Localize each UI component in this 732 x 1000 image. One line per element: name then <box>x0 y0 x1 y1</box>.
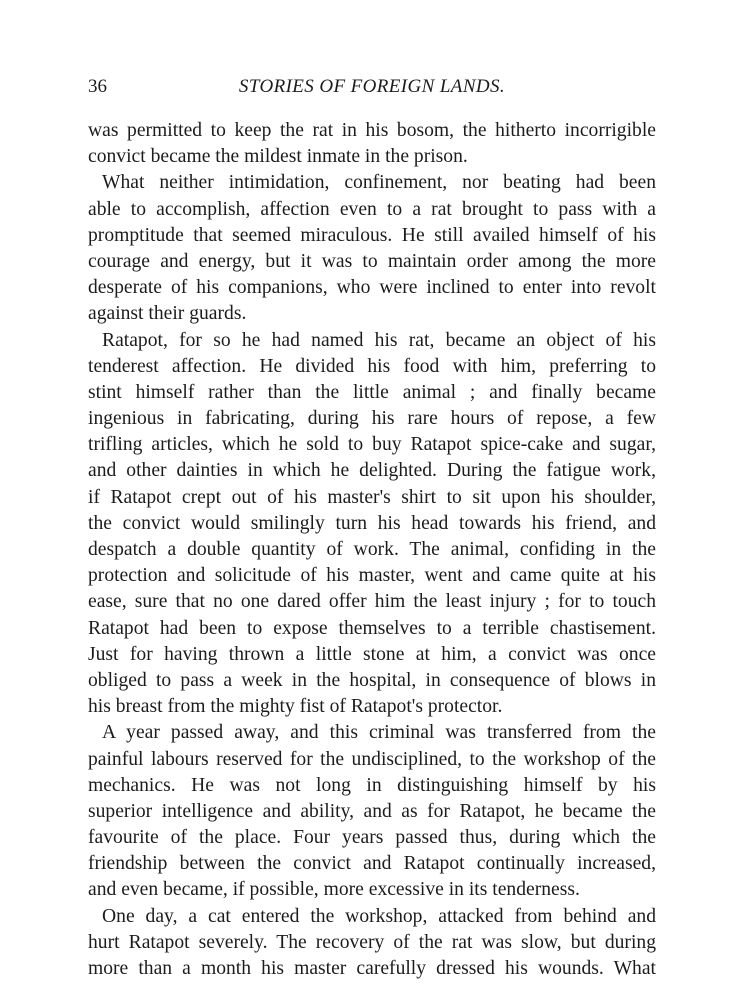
paragraph <box>88 170 656 327</box>
text-line: desperate of his companions, who were inclined to enter into revolt <box>88 277 656 299</box>
text-line: and even became, if possible, more excessive in its tenderness. <box>88 879 580 901</box>
text-line: tenderest affection. He divided his food with him, preferring to <box>88 355 656 377</box>
text-line: mechanics. He was not long in distinguishing himself by his <box>88 774 656 796</box>
text-line: and other dainties in which he delighted. During the fatigue work, <box>88 460 656 482</box>
text-line: protection and solicitude of his master, went and came quite at his <box>88 565 656 587</box>
page-header <box>88 76 656 102</box>
text-line: superior intelligence and ability, and as for Ratapot, he became the <box>88 800 656 822</box>
text-line: able to accomplish, affection even to a rat brought to pass with a <box>88 198 656 220</box>
text-line: stint himself rather than the little animal ; and finally became <box>88 381 656 403</box>
text-line: obliged to pass a week in the hospital, in consequence of blows in <box>88 669 656 691</box>
text-line: Ratapot, for so he had named his rat, became an object of his <box>102 329 656 351</box>
text-line: convict became the mildest inmate in the prison. <box>88 146 468 168</box>
text-line: Just for having thrown a little stone at him, a convict was once <box>88 643 656 665</box>
running-title: STORIES OF FOREIGN LANDS. <box>238 76 506 97</box>
text-line: trifling articles, which he sold to buy Ratapot spice-cake and sugar, <box>88 434 656 456</box>
paragraph <box>88 904 656 983</box>
text-line: was permitted to keep the rat in his bosom, the hitherto incorrigible <box>88 120 656 141</box>
text-line: A year passed away, and this criminal was transferred from the <box>102 722 656 744</box>
body-text <box>88 118 656 982</box>
text-line: against their guards. <box>88 303 247 325</box>
text-line: if Ratapot crept out of his master's shirt to sit upon his shoulder, <box>88 486 656 508</box>
page-number: 36 <box>88 76 107 97</box>
text-line: ease, sure that no one dared offer him the least injury ; for to touch <box>88 591 656 613</box>
text-line: more than a month his master carefully dressed his wounds. What <box>88 958 656 979</box>
text-line: promptitude that seemed miraculous. He still availed himself of his <box>88 224 656 246</box>
paragraph <box>88 328 656 721</box>
text-line: One day, a cat entered the workshop, attacked from behind and <box>102 905 656 927</box>
paragraph <box>88 720 656 903</box>
paragraph <box>88 118 656 170</box>
text-line: despatch a double quantity of work. The animal, confiding in the <box>88 539 656 560</box>
text-line: friendship between the convict and Ratapot continually increased, <box>88 853 656 875</box>
text-line: Ratapot had been to expose themselves to a terrible chastisement. <box>88 617 656 639</box>
text-line: painful labours reserved for the undisciplined, to the workshop of the <box>88 748 656 770</box>
text-line: courage and energy, but it was to maintain order among the more <box>88 250 656 272</box>
text-line: favourite of the place. Four years passed thus, during which the <box>88 827 656 849</box>
text-line: What neither intimidation, confinement, nor beating had been <box>102 172 656 194</box>
text-line: the convict would smilingly turn his head towards his friend, and <box>88 512 656 534</box>
text-line: ingenious in fabricating, during his rare hours of repose, a few <box>88 408 656 430</box>
text-line: hurt Ratapot severely. The recovery of the rat was slow, but during <box>88 931 656 953</box>
text-line: his breast from the mighty fist of Ratapot's protector. <box>88 696 503 718</box>
